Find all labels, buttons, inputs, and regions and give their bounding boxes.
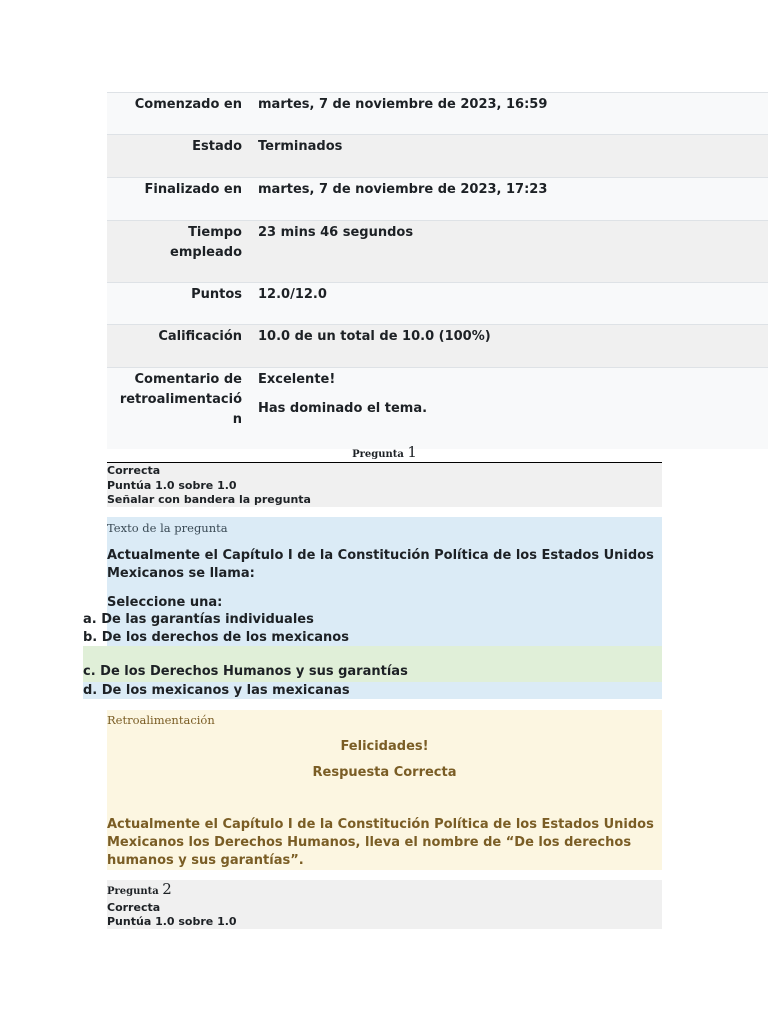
summary-label [107, 283, 250, 324]
summary-value [250, 178, 768, 220]
feedback-explanation: Actualmente el Capítulo I de la Constitución Política de los Estados Unidos Mexicanos los Derechos Humanos, lleva el nombre de “De los derechos humanos y sus garantías”. [107, 817, 654, 868]
summary-label [107, 93, 250, 134]
quiz-summary-table [107, 92, 768, 449]
feedback-label: Retroalimentación [107, 713, 215, 727]
question-text: Actualmente el Capítulo I de la Constitución Política de los Estados Unidos Mexicanos se llama: [107, 548, 654, 581]
summary-value-text: Has dominado el tema. [258, 401, 428, 416]
summary-label-text: Calificación [158, 329, 242, 344]
summary-value-text: martes, 7 de noviembre de 2023, 17:23 [258, 182, 548, 197]
question-1-info [107, 462, 662, 507]
summary-label [107, 325, 250, 367]
question-number: 1 [407, 443, 417, 461]
summary-label-text: Tiempo [188, 225, 242, 240]
summary-label-text: empleado [170, 245, 242, 260]
summary-value [250, 93, 768, 134]
summary-row-points [107, 282, 768, 324]
question-state: Correcta [107, 464, 161, 477]
answer-option-d[interactable]: d. De los mexicanos y las mexicanas [83, 683, 350, 698]
summary-label [107, 178, 250, 220]
summary-label-text: Puntos [191, 287, 242, 302]
question-title-prefix: Pregunta [107, 886, 159, 897]
question-grade: Puntúa 1.0 sobre 1.0 [107, 478, 237, 492]
flag-question-link[interactable]: Señalar con bandera la pregunta [107, 493, 311, 506]
summary-row-started [107, 92, 768, 134]
question-text-label: Texto de la pregunta [107, 521, 228, 535]
question-2-title [107, 880, 662, 901]
question-title-prefix: Pregunta [352, 449, 404, 460]
summary-label [107, 135, 250, 177]
summary-value [250, 135, 768, 177]
question-grade: Puntúa 1.0 sobre 1.0 [107, 915, 237, 928]
summary-label-text: Comenzado en [134, 97, 242, 112]
summary-value-text: Terminados [258, 139, 343, 154]
question-1-feedback [107, 710, 662, 870]
question-number: 2 [162, 880, 172, 898]
summary-label-text: retroalimentació [119, 392, 242, 407]
summary-row-grade [107, 324, 768, 367]
summary-value-text: 23 mins 46 segundos [258, 225, 414, 240]
summary-value [250, 368, 768, 449]
feedback-congrats: Felicidades! [340, 739, 429, 754]
answer-option-b[interactable]: b. De los derechos de los mexicanos [83, 630, 349, 645]
summary-row-finished [107, 177, 768, 220]
summary-label-text: Finalizado en [144, 182, 242, 197]
answer-option-c[interactable]: c. De los Derechos Humanos y sus garantías [83, 664, 408, 679]
summary-label-text: Comentario de [134, 372, 242, 387]
summary-value-text: martes, 7 de noviembre de 2023, 16:59 [258, 97, 548, 112]
summary-row-feedback [107, 367, 768, 449]
answer-prompt: Seleccione una: [107, 595, 223, 610]
question-2-info [107, 880, 662, 929]
summary-value [250, 325, 768, 367]
summary-value-text: Excelente! [258, 372, 336, 387]
summary-label-text: Estado [192, 139, 242, 154]
summary-value [250, 283, 768, 324]
summary-value [250, 221, 768, 282]
summary-row-time-taken [107, 220, 768, 282]
summary-label-text: n [232, 412, 242, 427]
feedback-correct-answer: Respuesta Correcta [312, 765, 457, 780]
summary-label [107, 221, 250, 282]
summary-row-state [107, 134, 768, 177]
summary-label [107, 368, 250, 449]
question-state: Correcta [107, 901, 161, 914]
answer-option-a[interactable]: a. De las garantías individuales [83, 612, 314, 627]
summary-value-text: 12.0/12.0 [258, 287, 327, 302]
summary-value-text: 10.0 de un total de 10.0 (100%) [258, 329, 491, 344]
